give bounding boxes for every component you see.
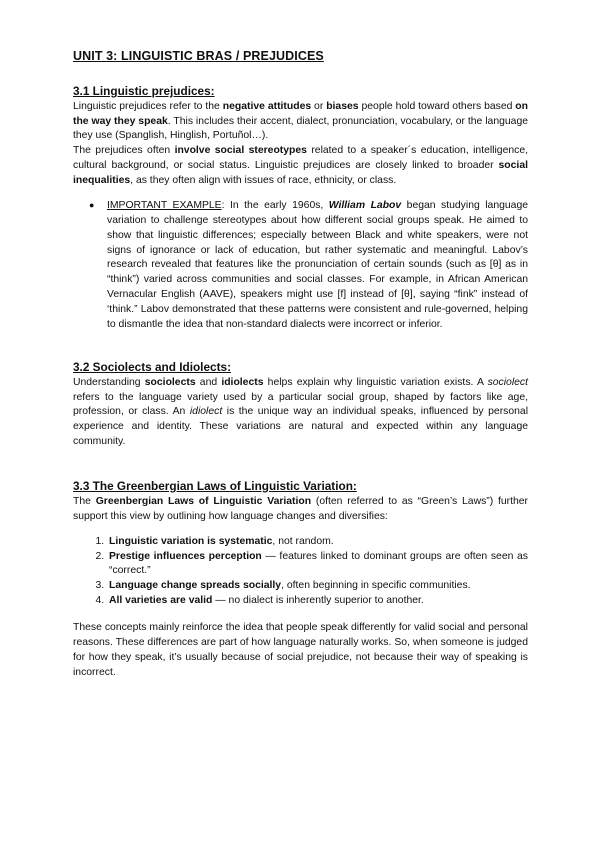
- text-run: (often referred to as “Green’s Laws”) further support this view by outlining how language changes and diversifies:: [73, 495, 528, 522]
- laws-list: [73, 535, 528, 609]
- bold-term: involve social stereotypes: [174, 145, 307, 157]
- list-item: [107, 594, 528, 609]
- law-title: All varieties are valid: [109, 595, 213, 607]
- law-text: , not random.: [272, 535, 334, 547]
- list-item: [107, 535, 528, 550]
- text-run: The: [73, 495, 96, 507]
- bold-term: sociolects: [144, 376, 196, 388]
- document-page: [73, 48, 528, 681]
- text-run: , as they often align with issues of race, ethnicity, or class.: [130, 175, 397, 187]
- section-3-2-heading: 3.2 Sociolects and Idiolects:: [73, 359, 231, 374]
- bold-term: biases: [326, 100, 359, 112]
- text-run: and: [195, 376, 222, 388]
- text-run: refers to the language variety used by a particular social group, shaped by factors like age, profession, or class. An: [73, 391, 528, 418]
- important-example-bullet: [89, 199, 528, 333]
- italic-term: sociolect: [487, 376, 528, 388]
- law-text: — no dialect is inherently superior to another.: [212, 595, 424, 607]
- section-3-3-intro: [73, 495, 528, 525]
- text-run: The prejudices often: [73, 145, 175, 157]
- text-run: helps explain why linguistic variation exists. A: [263, 376, 488, 388]
- text-run: is the unique way an individual speaks, influenced by personal experience and identity. These variations are natural and expected within any language community.: [73, 406, 529, 448]
- text-run: people hold toward others based: [358, 100, 516, 112]
- list-item: [107, 579, 528, 594]
- text-run: began studying language variation to challenge stereotypes about how different social groups speak. He aimed to show that linguistic differences; especially between Black and white speakers, were not signs of ignorance or lack of education, but rather systematic and meaningful. Labov’s research revealed that features like the pronunciation of certain sounds (such as [θ] as in “think”) varied across communities and social classes. For example, in African American Vernacular English (AAVE), speakers might use [f] instead of [θ], saying “fink” instead of ‘think.” Labov demonstrated that these patterns were consistent and rule-governed, helping to dismantle the idea that non-standard dialects were incorrect or inferior.: [107, 199, 528, 330]
- bold-term: social inequalities: [73, 160, 528, 187]
- bold-term: on the way they speak: [73, 100, 528, 127]
- italic-term: idiolect: [189, 406, 223, 418]
- section-3-1-paragraph-1: [73, 100, 528, 145]
- section-3-1-paragraph-2: [73, 144, 528, 189]
- text-run: or: [311, 100, 327, 112]
- unit-title: UNIT 3: LINGUISTIC BRAS / PREJUDICES: [73, 49, 324, 63]
- bold-term: idiolects: [221, 376, 264, 388]
- text-run: Linguistic prejudices refer to the: [73, 100, 223, 112]
- bullet-icon: ●: [89, 199, 95, 210]
- law-text: — features linked to dominant groups are often seen as “correct.”: [109, 550, 528, 577]
- text-run: related to a speaker´s education, intelligence, cultural background, or social status. Linguistic prejudices are closely linked to broader: [73, 145, 528, 172]
- bold-term: negative attitudes: [222, 100, 312, 112]
- text-run: : In the early 1960s,: [221, 199, 329, 211]
- law-title: Language change spreads socially: [109, 580, 282, 592]
- section-3-3-closing: These concepts mainly reinforce the idea that people speak differently for valid social and personal reasons. These differences are part of how language naturally works. So, when someone is judged for how they speak, it’s usually because of social prejudice, not because their way of speaking is incorrect.: [73, 622, 528, 678]
- text-run: Understanding: [73, 376, 145, 388]
- list-item: [107, 550, 528, 580]
- text-run: . This includes their accent, dialect, pronunciation, vocabulary, or the language they use (Spanglish, Hinglish, Portuñol…).: [73, 115, 529, 142]
- section-3-2-paragraph: [73, 376, 528, 450]
- section-3-3-heading: 3.3 The Greenbergian Laws of Linguistic Variation:: [73, 479, 357, 494]
- example-label: IMPORTANT EXAMPLE: [107, 199, 222, 211]
- law-title: Linguistic variation is systematic: [109, 535, 273, 547]
- bold-italic-name: William Labov: [328, 199, 402, 211]
- law-title: Prestige influences perception: [109, 550, 262, 562]
- section-3-1-heading: 3.1 Linguistic prejudices:: [73, 83, 215, 98]
- bold-term: Greenbergian Laws of Linguistic Variation: [95, 495, 312, 507]
- law-text: , often beginning in specific communities.: [281, 580, 471, 592]
